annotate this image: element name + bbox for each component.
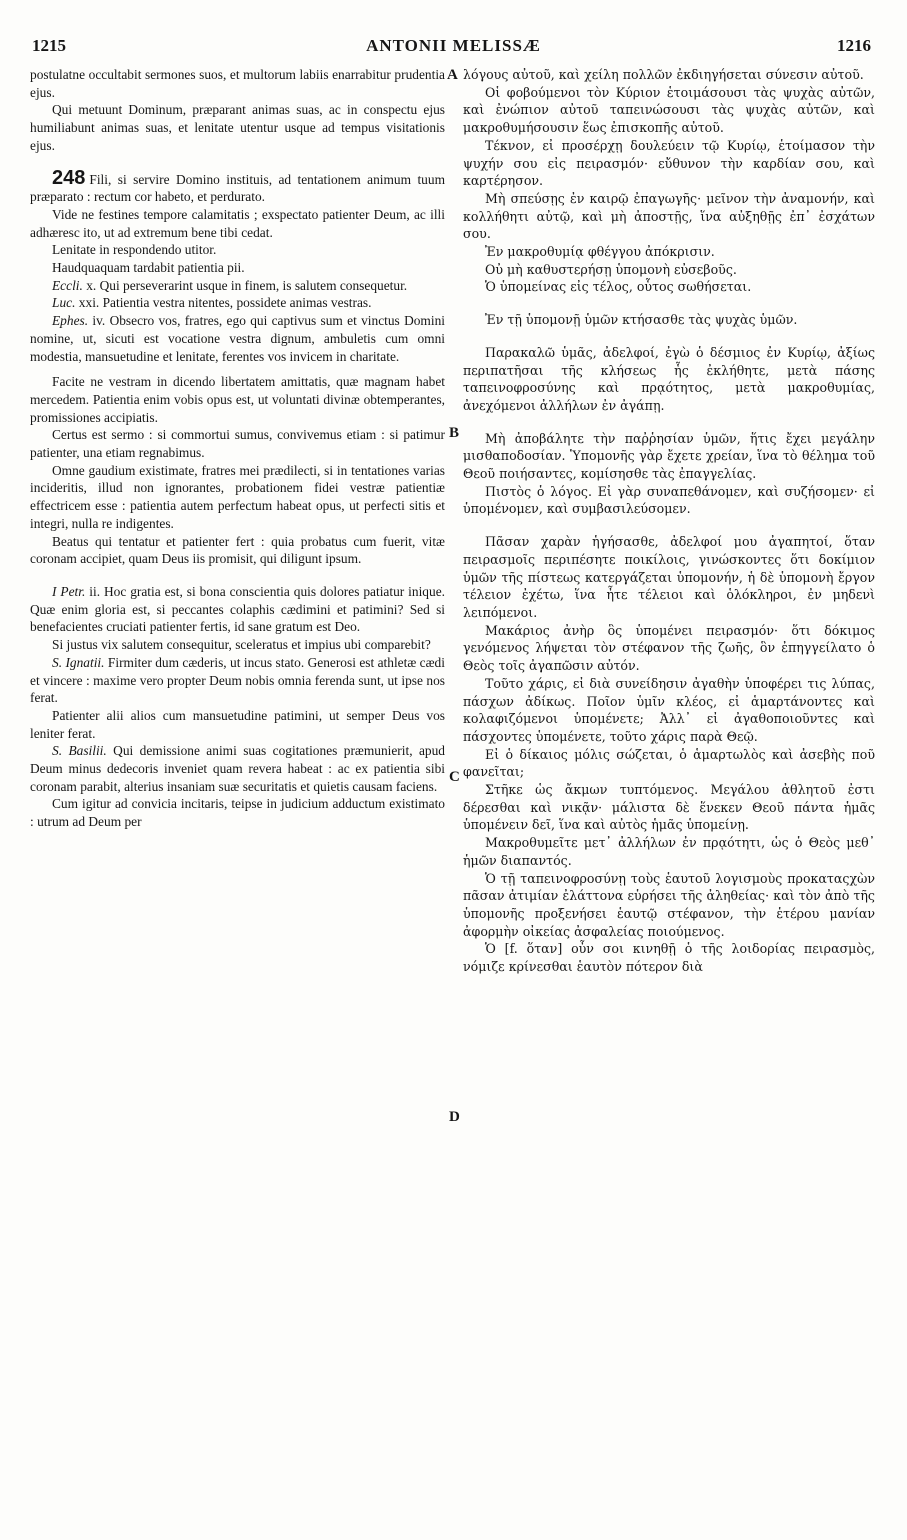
- greek-paragraph: Ὁ ὑπομείνας εἰς τέλος, οὗτος σωθήσεται.: [485, 279, 752, 295]
- greek-paragraph: Μὴ ἀποβάλητε τὴν παῤῥησίαν ὑμῶν, ἥτις ἔχει μεγάλην μισθαποδοσίαν. Ὑπομονῆς γὰρ ἔχετε χρείαν, ἵνα τὸ θέλημα τοῦ Θεοῦ ποιήσαντες, κομίσησθε τὰς ἐπαγγελίας.: [463, 430, 875, 482]
- citation: S. Basilii.: [52, 743, 107, 759]
- latin-paragraph: postulatne occultabit sermones suos, et multorum labiis enarrabitur prudentia ejus.: [30, 67, 445, 100]
- greek-paragraph: Οὐ μὴ καθυστερήσῃ ὑπομονὴ εὐσεβοῦς.: [485, 261, 737, 277]
- latin-paragraph: 248 Fili, si servire Domino instituis, ad tentationem animum tuum præparato : rectum cor habeto, et perdurato.: [30, 166, 445, 205]
- latin-paragraph: Beatus qui tentatur et patienter fert : quia probatus cum fuerit, vitæ coronam accipiet, quam Deus iis promisit, qui diligunt ipsum.: [30, 533, 445, 567]
- greek-paragraph: Ἐν μακροθυμίᾳ φθέγγου ἀπόκρισιν.: [485, 244, 715, 260]
- latin-paragraph: Vide ne festines tempore calamitatis ; exspectato patienter Deum, ac illi adhæresc ito, ut ad extremum bene tibi cedat.: [30, 206, 445, 240]
- margin-mark-d: D: [449, 1109, 460, 1125]
- latin-paragraph: S. Basilii. Qui demissione animi suas cogitationes præmunierit, apud Deum minus dedecoris inveniet quam revera habeat : ac ex patientia sibi coronam parabit, alterius insaniam suæ securitatis et quietis causam faciens.: [30, 743, 445, 794]
- right-page-number: 1216: [837, 36, 871, 55]
- greek-paragraph: Παρακαλῶ ὑμᾶς, ἀδελφοί, ἐγὼ ὁ δέσμιος ἐν Κυρίῳ, ἀξίως περιπατῆσαι τῆς κλήσεως ἧς ἐκλήθητε, μετὰ πάσης ταπεινοφροσύνης καὶ πρᾳότητος, μετὰ μακροθυμίας, ἀνεχόμενοι ἀλλήλων ἐν ἀγάπῃ.: [463, 344, 875, 413]
- greek-paragraph: Πᾶσαν χαρὰν ἡγήσασθε, ἀδελφοί μου ἀγαπητοί, ὅταν πειρασμοῖς περιπέσητε ποικίλοις, γινώσκοντες ὅτι δοκίμιον ὑμῶν τῆς πίστεως κατεργάζεται ὑπομονήν, ἡ δὲ ὑπομονὴ ἔργον τέλειον ἐχέτω, ἵνα ἦτε τέλειοι καὶ ὁλόκληροι, ἐν μηδενὶ λειπόμενοι.: [463, 534, 875, 620]
- greek-paragraph: Μὴ σπεύσῃς ἐν καιρῷ ἐπαγωγῆς· μεῖνον τὴν ἀναμονήν, καὶ κολλήθητι αὐτῷ, καὶ μὴ ἀποστῇς, ἵνα αὐξηθῇς ἐπ᾽ ἐσχάτων σου.: [463, 190, 875, 242]
- greek-paragraph: Στῆκε ὡς ἄκμων τυπτόμενος. Μεγάλου ἀθλητοῦ ἐστι δέρεσθαι καὶ νικᾷν· μάλιστα δὲ ἕνεκεν Θεοῦ πάντα ἡμᾶς ὑπομένειν δεῖ, ἵνα καὶ αὐτὸς ἡμᾶς ὑπομείνῃ.: [463, 782, 875, 833]
- greek-paragraph: Οἱ φοβούμενοι τὸν Κύριον ἑτοιμάσουσι τὰς ψυχὰς αὐτῶν, καὶ ἐνώπιον αὐτοῦ ταπεινώσουσι τὰς ψυχὰς αὐτῶν, καὶ μακροθυμήσουσιν ἕως ἐπισκοπῆς αὐτοῦ.: [463, 84, 875, 136]
- latin-paragraph: Cum igitur ad convicia incitaris, teipse in judicium adductum existimato : utrum ad Deum per: [30, 796, 445, 830]
- greek-paragraph: Τοῦτο χάρις, εἰ διὰ συνείδησιν ἀγαθὴν ὑποφέρει τις λύπας, πάσχων ἀδίκως. Ποῖον ὑμῖν κλέος, εἰ ἁμαρτάνοντες καὶ κολαφιζόμενοι ὑπομένετε; Ἀλλ᾽ εἰ ἀγαθοποιοῦντες καὶ πάσχοντες ὑπομένετε, τοῦτο χάρις παρὰ Θεῷ.: [463, 675, 875, 744]
- running-title: ANTONII MELISSÆ: [366, 36, 541, 55]
- latin-paragraph: Eccli. x. Qui perseverarint usque in finem, is salutem consequetur.: [52, 277, 408, 293]
- greek-paragraph: Ὁ [f. ὅταν] οὖν σοι κινηθῇ ὁ τῆς λοιδορίας πειρασμὸς, νόμιζε κρίνεσθαι ἑαυτὸν πότερον διὰ: [463, 941, 875, 975]
- section-number: 248: [52, 166, 86, 189]
- citation: Luc.: [52, 295, 76, 311]
- greek-column: [463, 66, 875, 976]
- greek-paragraph: Μακροθυμεῖτε μετ᾽ ἀλλήλων ἐν πρᾳότητι, ὡς ὁ Θεὸς μεθ᾽ ἡμῶν διαπαντός.: [463, 835, 875, 868]
- greek-paragraph: Ὁ τῇ ταπεινοφροσύνῃ τοὺς ἑαυτοῦ λογισμοὺς προκαταςχὼν πᾶσαν ἀτιμίαν ἐλάττονα εὑρήσει τῆς ἀληθείας· καὶ τὸν ἀπὸ τῆς ὑπομονῆς προξενήσει ἑαυτῷ στέφανον, τὴν ἑτέρου μανίαν ἀφορμὴν οἰκείας ἀσφαλείας ποιούμενος.: [463, 870, 875, 939]
- latin-paragraph: Qui metuunt Dominum, præparant animas suas, ac in conspectu ejus humiliabunt animas suas, et lenitate utentur usque ad tempus visitationis ejus.: [30, 102, 445, 153]
- citation: Eccli.: [52, 277, 83, 293]
- latin-paragraph: I Petr. ii. Hoc gratia est, si bona conscientia quis dolores patiatur inique. Quæ enim gloria est, si peccantes colaphis cædimini et patimini? Sed si benefacientes cruciati patienter fertis, id sane gratum est Deo.: [30, 583, 445, 635]
- citation: S. Ignatii.: [52, 654, 105, 670]
- latin-paragraph: Ephes. iv. Obsecro vos, fratres, ego qui captivus sum et vinctus Domini nomine, ut, sicuti est vocatione vestra dignum, ambuletis cum omni modestia, mansuetudine et lenitate, ferentes vos invicem in charitate.: [30, 313, 445, 364]
- latin-paragraph: Luc. xxi. Patientia vestra nitentes, possidete animas vestras.: [52, 295, 372, 311]
- greek-paragraph: Μακάριος ἀνὴρ ὃς ὑπομένει πειρασμόν· ὅτι δόκιμος γενόμενος λήψεται τὸν στέφανον τῆς ζωῆς, ὃν ἐπηγγείλατο ὁ Θεὸς τοῖς ἀγαπῶσιν αὐτόν.: [463, 622, 875, 674]
- citation: I Petr.: [52, 583, 86, 599]
- margin-mark-c: C: [449, 769, 460, 785]
- latin-paragraph: Certus est sermo : si commortui sumus, convivemus etiam : si patimur patienter, una etiam regnabimus.: [30, 427, 445, 461]
- latin-paragraph: S. Ignatii. Firmiter dum cæderis, ut incus stato. Generosi est athletæ cædi et vincere : maxime vero propter Deum nobis omnia ferenda sunt, ut ipse nos ferat.: [30, 654, 445, 706]
- citation: Ephes.: [52, 313, 89, 329]
- latin-column: [30, 66, 445, 831]
- greek-paragraph: λόγους αὐτοῦ, καὶ χείλη πολλῶν ἐκδιηγήσεται σύνεσιν αὐτοῦ.: [463, 67, 864, 82]
- latin-paragraph: Patienter alii alios cum mansuetudine patimini, ut semper Deus vos leniter ferat.: [30, 707, 445, 741]
- latin-paragraph: Facite ne vestram in dicendo libertatem amittatis, quæ magnam habet mercedem. Patientia enim vobis opus est, ut voluntati divinæ obtemperantes, promissiones accipiatis.: [30, 374, 445, 425]
- greek-paragraph: Τέκνον, εἰ προσέρχῃ δουλεύειν τῷ Κυρίῳ, ἑτοίμασον τὴν ψυχήν σου εἰς πειρασμόν· εὔθυνον τὴν καρδίαν σου, καὶ καρτέρησον.: [463, 137, 875, 189]
- latin-paragraph: Lenitate in respondendo utitor.: [52, 242, 217, 258]
- latin-paragraph: Si justus vix salutem consequitur, sceleratus et impius ubi comparebit?: [52, 637, 431, 653]
- greek-paragraph: Πιστὸς ὁ λόγος. Εἰ γὰρ συναπεθάνομεν, καὶ συζήσομεν· εἰ ὑπομένομεν, καὶ συμβασιλεύσομεν.: [463, 483, 875, 517]
- left-page-number: 1215: [32, 36, 66, 55]
- latin-paragraph: Omne gaudium existimate, fratres mei prædilecti, si in tentationes varias incideritis, illud non ignorantes, probationem fidei vestræ patientiæ effectricem esse : patientia autem perfectum habeat opus, ut perfecti sitis et integri, nulla re indigentes.: [30, 462, 445, 531]
- latin-paragraph: Haudquaquam tardabit patientia pii.: [52, 260, 245, 276]
- margin-mark-a: A: [447, 67, 458, 83]
- greek-paragraph: Ἐν τῇ ὑπομονῇ ὑμῶν κτήσασθε τὰς ψυχὰς ὑμῶν.: [485, 312, 798, 328]
- margin-mark-b: B: [449, 425, 460, 441]
- greek-paragraph: Εἰ ὁ δίκαιος μόλις σώζεται, ὁ ἁμαρτωλὸς καὶ ἀσεβὴς ποῦ φανεῖται;: [463, 746, 875, 780]
